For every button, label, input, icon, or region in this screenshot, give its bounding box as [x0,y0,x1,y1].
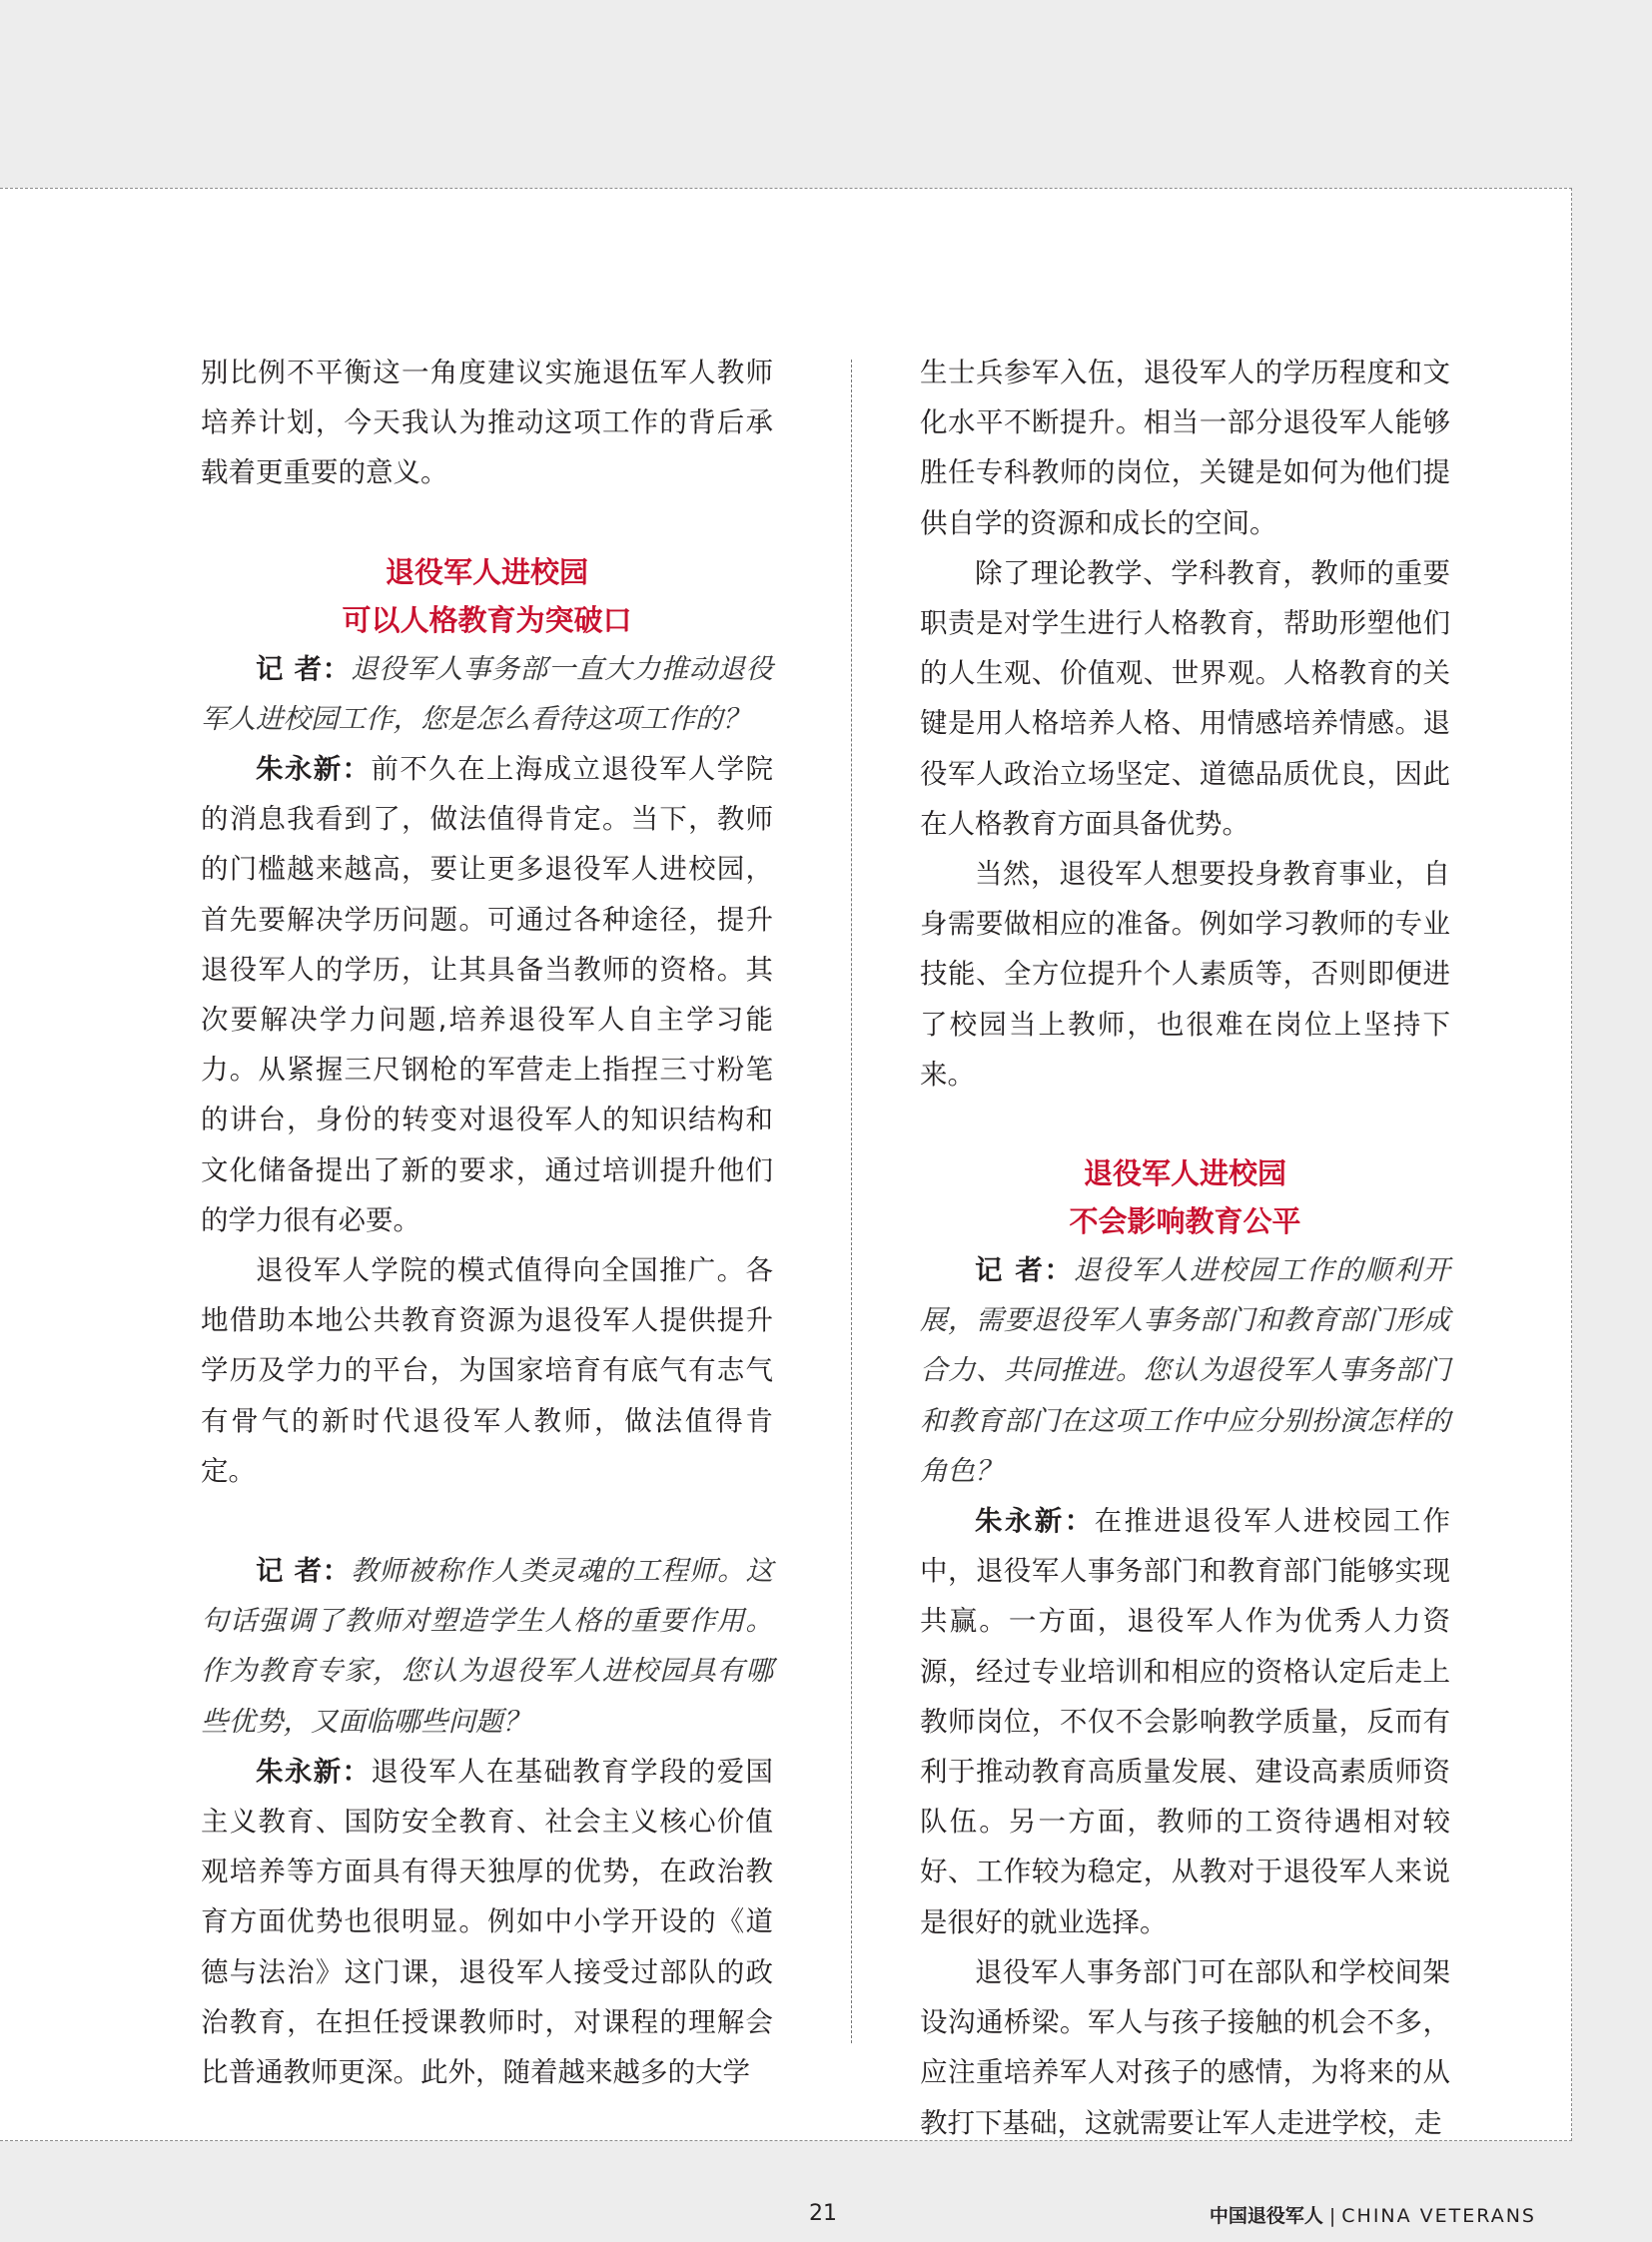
heading-line: 退役军人进校园 [385,554,588,589]
answer-1 [201,744,773,1245]
question-2 [201,1546,773,1747]
section-heading-2 [920,1149,1450,1245]
question-text: 教师被称作人类灵魂的工程师。这句话强调了教师对塑造学生人格的重要作用。作为教育专家，您认为退役军人进校园具有哪些优势，又面临哪些问题？ [201,1555,774,1738]
speaker-label: 记 者： [975,1254,1074,1287]
left-column [201,348,773,2097]
heading-line: 可以人格教育为突破口 [342,602,632,637]
answer-3 [920,1496,1450,1947]
right-column [920,348,1450,2148]
section-heading-1 [201,548,773,644]
heading-line: 不会影响教育公平 [1069,1204,1301,1239]
paragraph: 退役军人学院的模式值得向全国推广。各地借助本地公共教育资源为退役军人提供提升学历及学力的平台，为国家培育有底气有志气有骨气的新时代退役军人教师，做法值得肯定。 [201,1254,773,1487]
speaker-label: 朱永新： [256,753,372,786]
heading-line: 退役军人进校园 [1083,1156,1286,1191]
paragraph: 别比例不平衡这一角度建议实施退伍军人教师培养计划，今天我认为推动这项工作的背后承载着更重要的意义。 [201,357,773,489]
paragraph: 当然，退役军人想要投身教育事业，自身需要做相应的准备。例如学习教师的专业技能、全方位提升个人素质等，否则即便进了校园当上教师，也很难在岗位上坚持下来。 [920,858,1450,1091]
question-text: 退役军人进校园工作的顺利开展，需要退役军人事务部门和教育部门形成合力、共同推进。您认为退役军人事务部门和教育部门在这项工作中应分别扮演怎样的角色？ [920,1254,1451,1487]
question-3 [920,1245,1450,1496]
question-text: 退役军人事务部一直大力推动退役军人进校园工作，您是怎么看待这项工作的？ [201,652,774,735]
column-divider [851,360,852,2043]
brand-separator: | [1328,2205,1336,2227]
page-number: 21 [809,2201,837,2226]
speaker-label: 记 者： [256,652,352,685]
answer-text: 退役军人在基础教育学段的爱国主义教育、国防安全教育、社会主义核心价值观培养等方面具有得天独厚的优势，在政治教育方面优势也很明显。例如中小学开设的《道德与法治》这门课，退役军人接受过部队的政治教育，在担任授课教师时，对课程的理解会比普通教师更深。此外，随着越来越多的大学 [201,1755,774,2089]
answer-text: 前不久在上海成立退役军人学院的消息我看到了，做法值得肯定。当下，教师的门槛越来越高，要让更多退役军人进校园，首先要解决学历问题。可通过各种途径，提升退役军人的学历，让其具备当教师的资格。其次要解决学力问题,培养退役军人自主学习能力。从紧握三尺钢枪的军营走上指捏三寸粉笔的讲台，身份的转变对退役军人的知识结构和文化储备提出了新的要求，通过培训提升他们的学力很有必要。 [201,753,774,1236]
paragraph: 生士兵参军入伍，退役军人的学历程度和文化水平不断提升。相当一部分退役军人能够胜任专科教师的岗位，关键是如何为他们提供自学的资源和成长的空间。 [920,357,1450,539]
answer-2 [201,1747,773,2097]
speaker-label: 记 者： [256,1555,352,1588]
footer-brand [1210,2201,1536,2228]
question-1 [201,644,773,744]
answer-text: 在推进退役军人进校园工作中，退役军人事务部门和教育部门能够实现共赢。一方面，退役军人作为优秀人力资源，经过专业培训和相应的资格认定后走上教师岗位，不仅不会影响教学质量，反而有利于推动教育高质量发展、建设高素质师资队伍。另一方面，教师的工资待遇相对较好、工作较为稳定，从教对于退役军人来说是很好的就业选择。 [920,1505,1451,1938]
paragraph: 退役军人事务部门可在部队和学校间架设沟通桥梁。军人与孩子接触的机会不多，应注重培养军人对孩子的感情，为将来的从教打下基础，这就需要让军人走进学校，走 [920,1955,1450,2139]
speaker-label: 朱永新： [975,1505,1095,1538]
speaker-label: 朱永新： [256,1755,372,1788]
brand-cn: 中国退役军人 [1209,2205,1323,2227]
brand-en: CHINA VETERANS [1341,2205,1536,2227]
paragraph: 除了理论教学、学科教育，教师的重要职责是对学生进行人格教育，帮助形塑他们的人生观、价值观、世界观。人格教育的关键是用人格培养人格、用情感培养情感。退役军人政治立场坚定、道德品质优良，因此在人格教育方面具备优势。 [920,556,1450,840]
